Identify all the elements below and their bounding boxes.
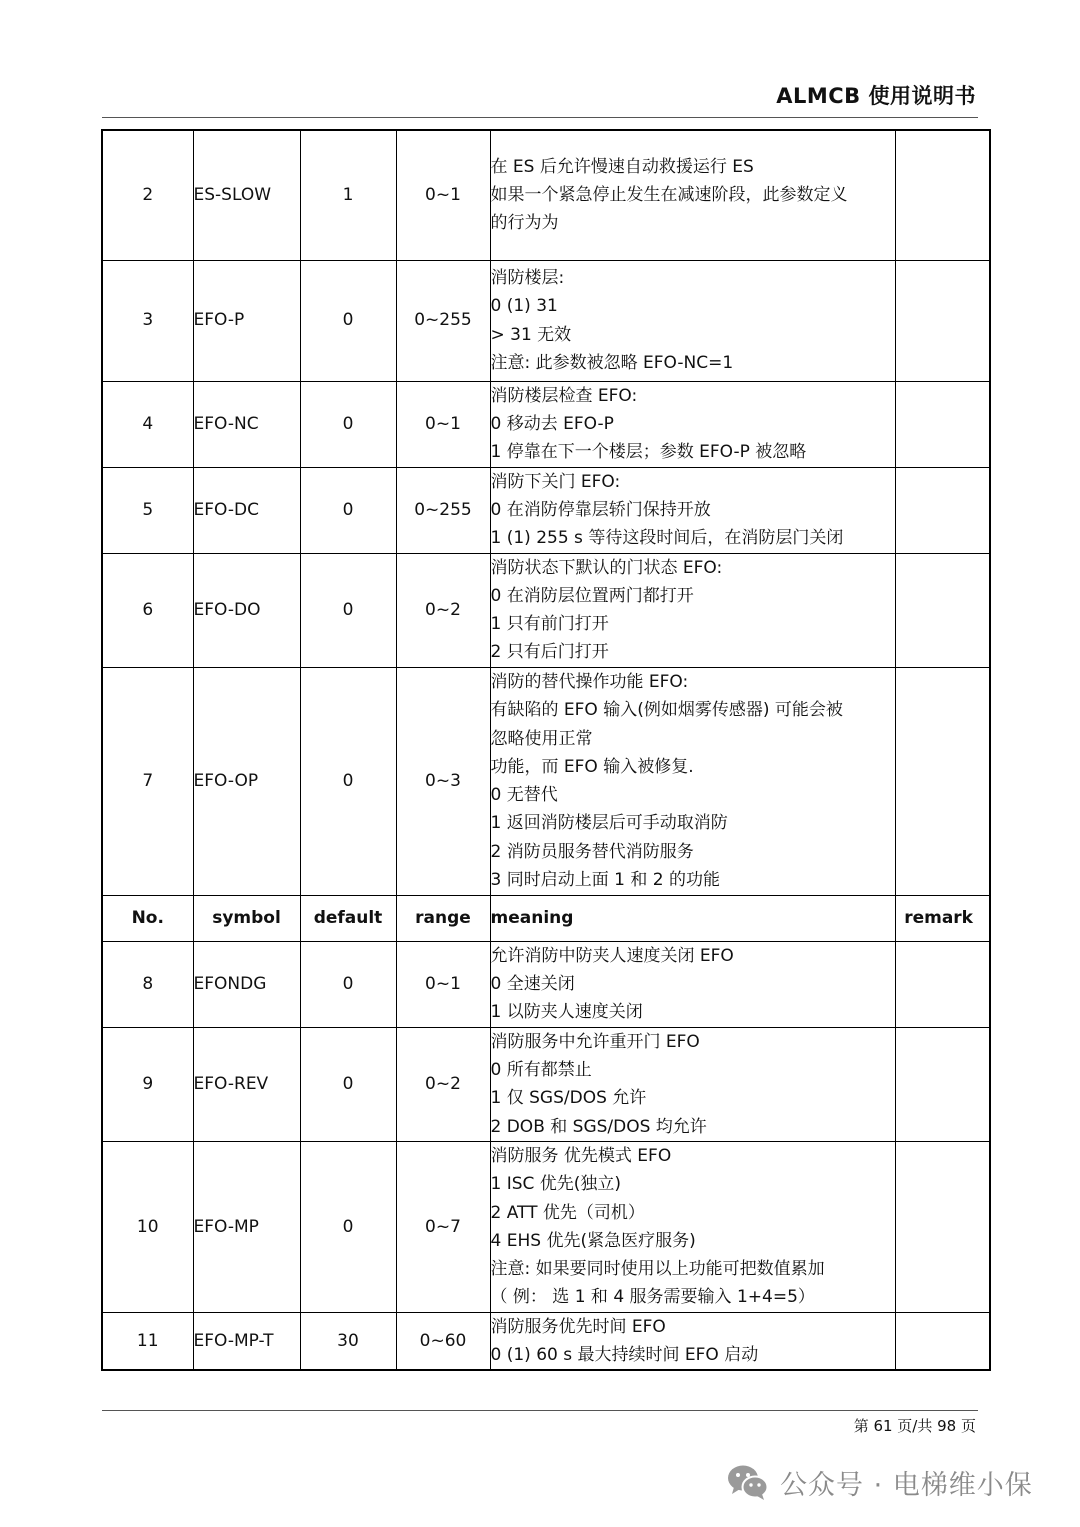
meaning-line: 在 ES 后允许慢速自动救援运行 ES — [490, 156, 754, 177]
watermark-text: 公众号 · 电梯维小保 — [780, 1469, 1033, 1501]
meaning-line: 消防状态下默认的门状态 EFO: — [490, 557, 723, 578]
cell-default: 0 — [300, 667, 396, 895]
footer-divider — [102, 1410, 978, 1411]
column-header-meaning: meaning — [490, 895, 895, 941]
cell-meaning — [490, 467, 895, 553]
cell-no: 3 — [102, 260, 193, 381]
meaning-line: 0 (1) 31 — [490, 296, 558, 317]
meaning-line: 1 只有前门打开 — [490, 614, 609, 635]
cell-meaning — [490, 1312, 895, 1370]
cell-meaning — [490, 667, 895, 895]
table-row — [102, 941, 990, 1027]
cell-no: 4 — [102, 381, 193, 467]
cell-symbol: EFO-DC — [193, 467, 300, 553]
meaning-line: 2 只有后门打开 — [490, 642, 609, 663]
cell-range: 0~1 — [396, 130, 490, 260]
meaning-line: 1 停靠在下一个楼层；参数 EFO-P 被忽略 — [490, 442, 807, 463]
cell-no: 10 — [102, 1141, 193, 1312]
column-header-remark: remark — [895, 895, 990, 941]
cell-meaning — [490, 381, 895, 467]
cell-default: 0 — [300, 1027, 396, 1141]
cell-no: 8 — [102, 941, 193, 1027]
document-title: ALMCB 使用说明书 — [776, 84, 976, 108]
cell-meaning — [490, 1027, 895, 1141]
cell-range: 0~255 — [396, 467, 490, 553]
table-header-row — [102, 895, 990, 941]
cell-symbol: EFONDG — [193, 941, 300, 1027]
cell-remark — [895, 1312, 990, 1370]
cell-symbol: EFO-P — [193, 260, 300, 381]
cell-default: 0 — [300, 941, 396, 1027]
cell-meaning — [490, 553, 895, 667]
column-header-no: No. — [102, 895, 193, 941]
meaning-line: 消防服务优先时间 EFO — [490, 1316, 666, 1337]
meaning-line: 消防下关门 EFO: — [490, 471, 621, 492]
table-row — [102, 381, 990, 467]
meaning-line: 1 ISC 优先(独立) — [490, 1174, 622, 1195]
cell-default: 1 — [300, 130, 396, 260]
page-number: 第 61 页/共 98 页 — [853, 1417, 976, 1435]
meaning-line: （ 例： 选 1 和 4 服务需要输入 1+4=5） — [490, 1287, 815, 1308]
header-divider — [102, 117, 978, 118]
meaning-line: 忽略使用正常 — [490, 728, 593, 749]
column-header-range: range — [396, 895, 490, 941]
cell-symbol: EFO-DO — [193, 553, 300, 667]
wechat-icon — [726, 1462, 770, 1502]
cell-symbol: EFO-NC — [193, 381, 300, 467]
meaning-line: 1 以防夹人速度关闭 — [490, 1002, 643, 1023]
meaning-line: 的行为为 — [490, 213, 559, 234]
cell-meaning — [490, 130, 895, 260]
cell-remark — [895, 941, 990, 1027]
table-row — [102, 667, 990, 895]
cell-no: 5 — [102, 467, 193, 553]
cell-default: 0 — [300, 260, 396, 381]
parameter-table — [101, 129, 991, 1371]
meaning-line: 1 返回消防楼层后可手动取消防 — [490, 813, 728, 834]
meaning-line: 0 所有都禁止 — [490, 1059, 592, 1080]
meaning-line: 0 在消防停靠层轿门保持开放 — [490, 499, 711, 520]
cell-meaning — [490, 260, 895, 381]
meaning-line: 0 无替代 — [490, 785, 558, 806]
cell-remark — [895, 1141, 990, 1312]
cell-no: 7 — [102, 667, 193, 895]
cell-range: 0~2 — [396, 1027, 490, 1141]
cell-symbol: EFO-MP-T — [193, 1312, 300, 1370]
table-row — [102, 467, 990, 553]
table-body-top — [102, 130, 990, 895]
cell-remark — [895, 553, 990, 667]
cell-remark — [895, 260, 990, 381]
cell-default: 0 — [300, 1141, 396, 1312]
table-row — [102, 1312, 990, 1370]
meaning-line: 2 ATT 优先（司机） — [490, 1202, 645, 1223]
meaning-line: 0 移动去 EFO-P — [490, 413, 614, 434]
table-row — [102, 130, 990, 260]
table-row — [102, 1027, 990, 1141]
meaning-line: 如果一个紧急停止发生在减速阶段，此参数定义 — [490, 185, 848, 206]
cell-symbol: EFO-REV — [193, 1027, 300, 1141]
meaning-line: 0 (1) 60 s 最大持续时间 EFO 启动 — [490, 1345, 759, 1366]
cell-default: 0 — [300, 553, 396, 667]
meaning-line: 2 DOB 和 SGS/DOS 均允许 — [490, 1116, 707, 1137]
meaning-line: 注意: 此参数被忽略 EFO-NC=1 — [490, 352, 734, 373]
cell-no: 11 — [102, 1312, 193, 1370]
table-row — [102, 553, 990, 667]
watermark — [726, 1460, 1033, 1504]
meaning-line: 消防服务中允许重开门 EFO — [490, 1031, 700, 1052]
cell-remark — [895, 467, 990, 553]
cell-symbol: ES-SLOW — [193, 130, 300, 260]
column-header-symbol: symbol — [193, 895, 300, 941]
meaning-line: 2 消防员服务替代消防服务 — [490, 841, 694, 862]
cell-range: 0~255 — [396, 260, 490, 381]
meaning-line: 消防楼层检查 EFO: — [490, 385, 638, 406]
cell-meaning — [490, 1141, 895, 1312]
meaning-line: 4 EHS 优先(紧急医疗服务) — [490, 1230, 696, 1251]
cell-range: 0~7 — [396, 1141, 490, 1312]
cell-default: 0 — [300, 467, 396, 553]
table-body-bottom — [102, 941, 990, 1370]
meaning-line: 消防的替代操作功能 EFO: — [490, 672, 689, 692]
meaning-line: 注意: 如果要同时使用以上功能可把数值累加 — [490, 1259, 825, 1280]
cell-meaning — [490, 941, 895, 1027]
meaning-line: 允许消防中防夹人速度关闭 EFO — [490, 945, 734, 966]
table-row — [102, 1141, 990, 1312]
table-header-row-group — [102, 895, 990, 941]
cell-no: 2 — [102, 130, 193, 260]
cell-range: 0~3 — [396, 667, 490, 895]
cell-symbol: EFO-MP — [193, 1141, 300, 1312]
cell-range: 0~1 — [396, 381, 490, 467]
meaning-line: 1 (1) 255 s 等待这段时间后，在消防层门关闭 — [490, 528, 844, 549]
meaning-line: 有缺陷的 EFO 输入(例如烟雾传感器) 可能会被 — [490, 700, 843, 721]
cell-range: 0~1 — [396, 941, 490, 1027]
cell-symbol: EFO-OP — [193, 667, 300, 895]
meaning-line: 消防服务 优先模式 EFO — [490, 1145, 672, 1166]
cell-no: 6 — [102, 553, 193, 667]
table-row — [102, 260, 990, 381]
meaning-line: 消防楼层: — [490, 267, 565, 288]
cell-default: 0 — [300, 381, 396, 467]
meaning-line: > 31 无效 — [490, 324, 572, 345]
cell-remark — [895, 1027, 990, 1141]
meaning-line: 功能，而 EFO 输入被修复. — [490, 756, 694, 777]
meaning-line: 3 同时启动上面 1 和 2 的功能 — [490, 870, 720, 891]
meaning-line: 0 全速关闭 — [490, 974, 575, 995]
cell-range: 0~60 — [396, 1312, 490, 1370]
cell-range: 0~2 — [396, 553, 490, 667]
meaning-line: 1 仅 SGS/DOS 允许 — [490, 1088, 647, 1109]
cell-default: 30 — [300, 1312, 396, 1370]
cell-remark — [895, 130, 990, 260]
cell-no: 9 — [102, 1027, 193, 1141]
column-header-default: default — [300, 895, 396, 941]
cell-remark — [895, 381, 990, 467]
cell-remark — [895, 667, 990, 895]
meaning-line: 0 在消防层位置两门都打开 — [490, 585, 694, 606]
